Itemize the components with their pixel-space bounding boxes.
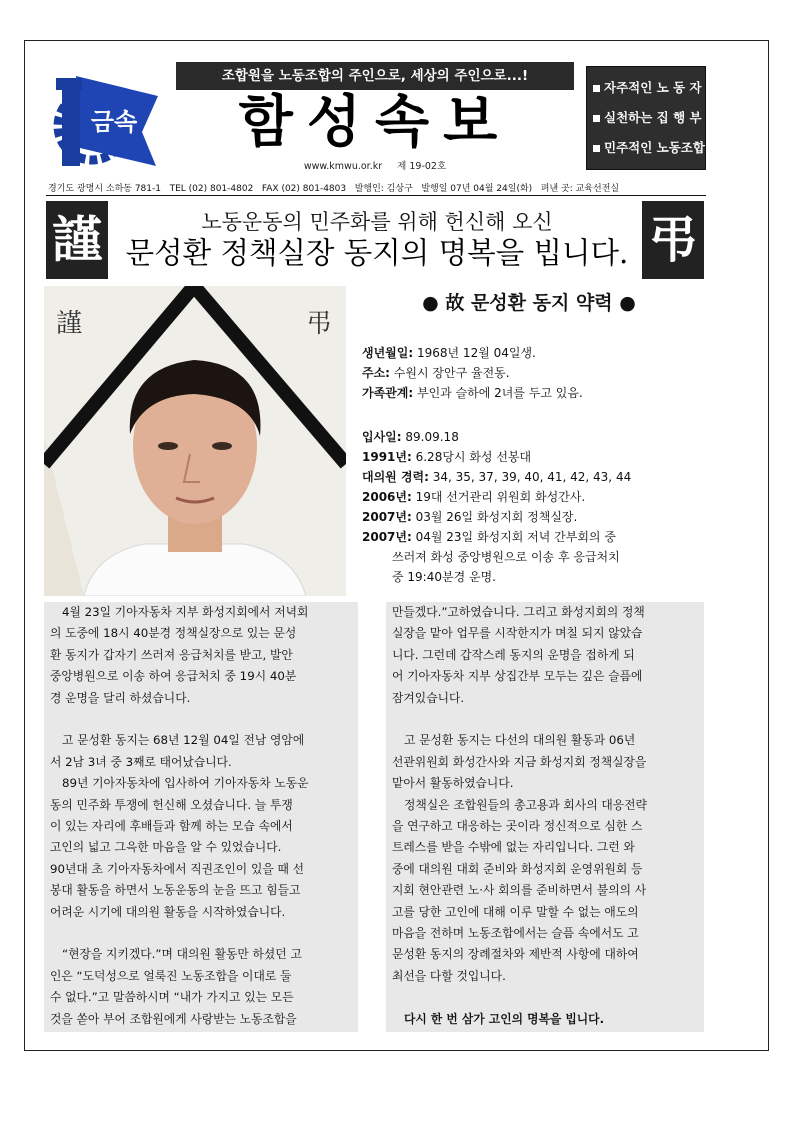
divider — [46, 195, 706, 196]
memorial-portrait — [44, 286, 346, 596]
newsletter-title: 함성속보 — [238, 90, 512, 155]
bio-row: 2007년: 03월 26일 화성지회 정책실장. — [362, 510, 578, 524]
bio-row: 2007년: 04월 23일 화성지회 저녁 간부회의 중 — [362, 530, 616, 544]
bio-title: ● 故 문성환 동지 약력 ● — [422, 292, 636, 314]
bio-row: 2006년: 19대 선거관리 위원회 화성간사. — [362, 490, 586, 504]
paragraph: 고 문성환 동지는 68년 12월 04일 전남 영암에 — [62, 733, 305, 748]
bio-row: 생년월일: 1968년 12월 04일생. — [362, 346, 536, 360]
portrait-glyph-left: 謹 — [56, 309, 83, 339]
paragraph: 고 문성환 동지는 다선의 대의원 활동과 06년 — [404, 733, 636, 748]
mourning-glyph-left: 謹 — [46, 201, 108, 279]
mourning-glyph-right: 弔 — [642, 201, 704, 279]
bio-row-continued: 쓰러져 화성 중앙병원으로 이송 후 응급처치 — [392, 550, 620, 564]
square-bullet-icon — [593, 145, 600, 152]
union-flag-logo — [46, 68, 162, 170]
paragraph: 89년 기아자동차에 입사하여 기아자동차 노동운 — [62, 776, 309, 791]
logo-text: 금속 — [90, 108, 138, 136]
bio-row-continued: 중 19:40분경 운명. — [392, 570, 496, 584]
bio-list — [362, 343, 707, 587]
paragraph: 만들겠다.”고하였습니다. 그리고 화성지회의 정책 — [392, 605, 645, 619]
article-right-column: 만들겠다.”고하였습니다. 그리고 화성지회의 정책 실장을 맡아 업무를 시작한지가 며칠 되지 않았습 니다. 그런데 갑작스레 동지의 운명을 접하게 되 어 기아자동차 지부 상집간부 모두는 깊은 슬픔에 잠겨있습니다. 고 문성환 동지는 다선의 대의원 활동과 06년 선관위원회 화성간사와 지금 화성지회 정책실장을 맡아서 활동하였습니다. 정책실은 조합원들의 총고용과 회사의 대응전략 을 연구하고 대응하는 곳이라 정신적으로 심한 스 트레스를 받을 수밖에 없는 자리입니다. 그런 와 중에 대의원 대회 준비와 화성지회 운영위원회 등 지회 현안관련 노·사 회의를 준비하면서 불의의 사 고를 당한 고인에 대해 이루 말할 수 없는 애도의 마음을 전하며 노동조합에서는 슬픔 속에서도 고 문성환 동지의 장례절차와 제반적 사항에 대하여 최선을 다할 것입니다. 다시 한 번 삼가 고인의 명복을 빕니다. — [386, 602, 704, 1032]
article-left-column: 4월 23일 기아자동차 지부 화성지회에서 저녁회 의 도중에 18시 40분경 정책실장으로 있는 문성 환 동지가 갑자기 쓰러져 응급처치를 받고, 발안 중앙병원으로 이송 하여 응급처치 중 19시 40분 경 운명을 달리 하셨습니다. 고 문성환 동지는 68년 12월 04일 전남 영암에 서 2남 3녀 중 3째로 태어났습니다. 89년 기아자동차에 입사하여 기아자동차 노동운 동의 민주화 투쟁에 헌신해 오셨습니다. 늘 투쟁 이 있는 자리에 후배들과 함께 하는 모습 속에서 고인의 넓고 그윽한 마음을 알 수 있었습니다. 90년대 초 기아자동차에서 직권조인이 있을 때 선 봉대 활동을 하면서 노동운동의 눈을 뜨고 힘들고 어려운 시기에 대의원 활동을 시작하였습니다. “현장을 지키겠다.”며 대의원 활동만 하셨던 고 인은 “도덕성으로 얼룩진 노동조합을 이대로 둘 수 없다.”고 말씀하시며 “내가 가지고 있는 모든 것을 쏟아 부어 조합원에게 사랑받는 노동조합을 — [44, 602, 358, 1032]
headline-subtitle: 노동운동의 민주화를 위해 헌신해 오신 — [201, 210, 553, 234]
square-bullet-icon — [593, 85, 600, 92]
issue-line — [176, 158, 574, 172]
website-link[interactable]: www.kmwu.or.kr — [303, 161, 383, 172]
bio-row: 가족관계: 부인과 슬하에 2녀를 두고 있음. — [362, 386, 583, 400]
bio-row: 대의원 경력: 34, 35, 37, 39, 40, 41, 42, 43, 44 — [362, 470, 632, 484]
square-bullet-icon — [593, 115, 600, 122]
portrait-glyph-right: 弔 — [306, 309, 333, 339]
bio-row: 입사일: 89.09.18 — [362, 430, 459, 444]
motto-item: 자주적인 노 동 자 — [587, 73, 705, 103]
issue-number: 제 19-02호 — [397, 161, 447, 172]
publication-info: 경기도 광명시 소하동 781-1 TEL (02) 801-4802 FAX (02) 801-4803 발행인: 김상구 발행일 07년 04월 24일(화) 펴낸 곳: 교육선전실 — [48, 184, 620, 194]
paragraph: “현장을 지키겠다.”며 대의원 활동만 하셨던 고 — [62, 947, 302, 962]
portrait-illustration — [44, 286, 346, 596]
motto-item: 실천하는 집 행 부 — [587, 103, 705, 133]
paragraph: 4월 23일 기아자동차 지부 화성지회에서 저녁회 — [62, 605, 309, 619]
headline-title: 문성환 정책실장 동지의 명복을 빕니다. — [125, 236, 629, 270]
bio-row: 주소: 수원시 장안구 율전동. — [362, 366, 510, 380]
bio-row: 1991년: 6.28당시 화성 선봉대 — [362, 450, 532, 464]
paragraph: 정책실은 조합원들의 총고용과 회사의 대응전략 — [404, 797, 647, 812]
motto-item: 민주적인 노동조합 — [587, 133, 705, 163]
motto-box — [586, 66, 706, 170]
closing-line: 다시 한 번 삼가 고인의 명복을 빕니다. — [404, 1011, 605, 1026]
slogan-bar: 조합원을 노동조합의 주인으로, 세상의 주인으로...! — [176, 62, 574, 90]
